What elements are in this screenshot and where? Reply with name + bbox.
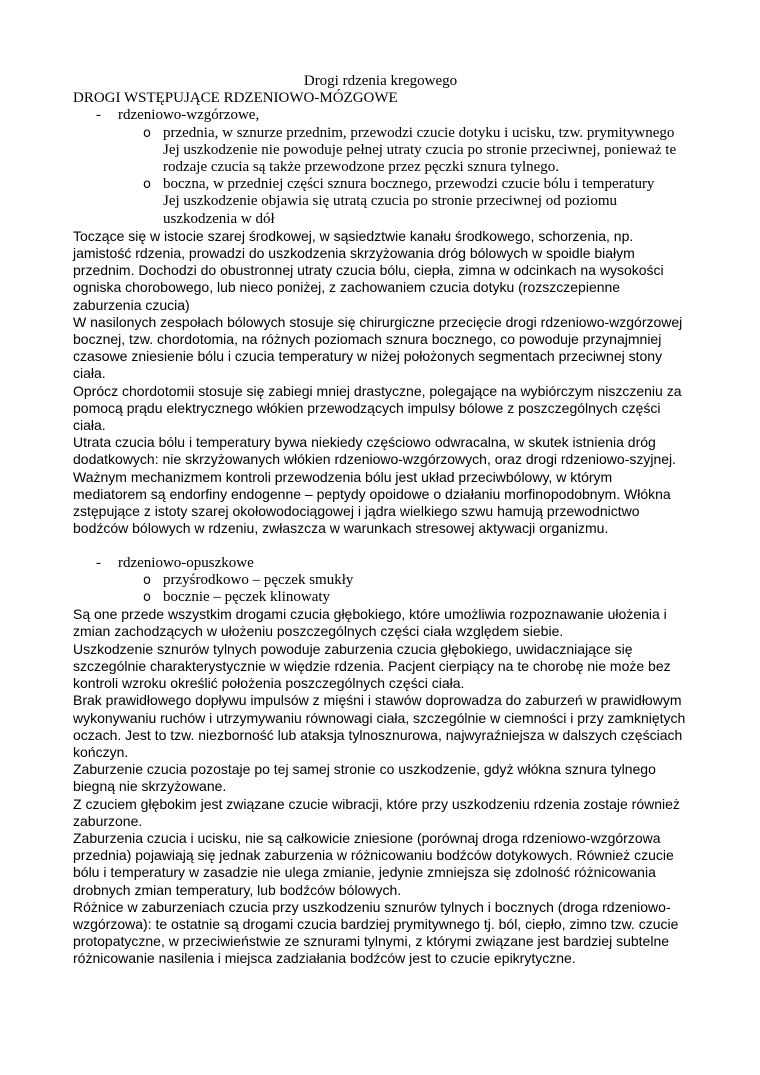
paragraph: Uszkodzenie sznurów tylnych powoduje zaburzenia czucia głębokiego, uwidaczniające się szczególnie charakterystycznie w więdzie rdzenia. Pacjent cierpiący na te chorobę nie może bez kontroli wzroku określić położenia poszczególnych części ciała. xyxy=(73,640,671,692)
dash-bullet: - xyxy=(96,554,101,571)
paragraph: Zaburzenia czucia i ucisku, nie są całkowicie zniesione (porównaj droga rdzeniowo-wzgórzowa przednia) pojawiają się jednak zaburzenia w różnicowaniu bodźców dotykowych. Również czucie bólu i temperatury w zasadzie nie ulega zmianie, jedynie zmniejsza się zdolność różnicowania drobnych zmian temperatury, lub bodźców bólowych. xyxy=(73,829,674,898)
sub-item-line: przednia, w sznurze przednim, przewodzi czucie dotyku i ucisku, tzw. prymitywnego xyxy=(163,124,675,141)
paragraph: W nasilonych zespołach bólowych stosuje się chirurgiczne przecięcie drogi rdzeniowo-wzgórzowej bocznej, tzw. chordotomia, na różnych poziomach sznura bocznego, co powoduje przynajmniej czasowe zniesienie bólu i czucia temperatury w niżej położonych segmentach przeciwnej stony ciała. xyxy=(73,313,683,382)
sub-item-bocznie xyxy=(73,589,688,606)
list-item-rdzeniowo-opuszkowe xyxy=(73,555,688,572)
paragraph: Utrata czucia bólu i temperatury bywa niekiedy częściowo odwracalna, w skutek istnienia dróg dodatkowych: nie skrzyżowanych włókien rdzeniowo-wzgórzowych, oraz drogi rdzeniowo-szyjnej. xyxy=(73,434,677,468)
section-heading: DROGI WSTĘPUJĄCE RDZENIOWO-MÓZGOWE xyxy=(73,90,398,107)
sub-item-boczna xyxy=(73,176,688,228)
paragraph: Zaburzenie czucia pozostaje po tej samej stronie co uszkodzenie, gdyż włókna sznura tylnego biegną nie skrzyżowane. xyxy=(73,761,656,795)
circle-bullet: o xyxy=(143,177,151,193)
blank-line xyxy=(73,537,688,554)
paragraph: Toczące się w istocie szarej środkowej, w sąsiedztwie kanału środkowego, schorzenia, np. jamistość rdzenia, prowadzi do uszkodzenia skrzyżowania dróg bólowych w spoidle białym przednim. Dochodzi do obustronnej utraty czucia bólu, ciepła, zimna w odcinkach na wysokości ogniska chorobowego, lub nieco poniżej, z zachowaniem czucia dotyku (rozszczepienne zaburzenia czucia) xyxy=(73,227,664,313)
circle-bullet: o xyxy=(143,590,151,606)
sub-item-line: bocznie – pęczek klinowaty xyxy=(163,589,331,606)
sub-item-line: Jej uszkodzenie nie powoduje pełnej utraty czucia po stronie przeciwnej, ponieważ te xyxy=(163,141,677,158)
document-page xyxy=(73,73,688,968)
sub-item-line: rodzaje czucia są także przewodzone przez pęczki sznura tylnego. xyxy=(163,159,560,176)
paragraph: Brak prawidłowego dopływu impulsów z mięśni i stawów doprowadza do zaburzeń w prawidłowym wykonywaniu ruchów i utrzymywaniu równowagi ciała, szczególnie w ciemności i przy zamkniętych oczach. Jest to tzw. niezborność lub ataksja tylnosznurowa, najwyraźniejsza w dalszych częściach kończyn. xyxy=(73,692,686,760)
circle-bullet: o xyxy=(143,125,151,141)
paragraph: Ważnym mechanizmem kontroli przewodzenia bólu jest układ przeciwbólowy, w którym mediatorem są endorfiny endogenne – peptydy opoidowe o działaniu morfinopodobnym. Włókna zstępujące z istoty szarej okołowodociągowej i jądra wielkiego szwu hamują przewodnictwo bodźców bólowych w rdzeniu, zwłaszcza w warunkach stresowej aktywacji organizmu. xyxy=(73,468,671,537)
paragraph: Z czuciem głębokim jest związane czucie wibracji, które przy uszkodzeniu rdzenia zostaje również zaburzone. xyxy=(73,795,680,829)
sub-item-line: Jej uszkodzenie objawia się utratą czucia po stronie przeciwnej od poziomu xyxy=(163,193,617,210)
sub-item-line: boczna, w przedniej części sznura bocznego, przewodzi czucie bólu i temperatury xyxy=(163,176,655,193)
sub-item-line: przyśrodkowo – pęczek smukły xyxy=(163,571,354,588)
paragraph: Oprócz chordotomii stosuje się zabiegi mniej drastyczne, polegające na wybiórczym niszczeniu za pomocą prądu elektrycznego włókien przewodzących impulsy bólowe z poszczególnych części ciała. xyxy=(73,382,682,434)
dash-bullet: - xyxy=(96,107,101,124)
list-item-label: rdzeniowo-wzgórzowe, xyxy=(118,107,260,124)
sub-item-line: uszkodzenia w dół xyxy=(163,210,275,227)
list-item-rdzeniowo-wzgorzowe xyxy=(73,107,688,124)
list-item-label: rdzeniowo-opuszkowe xyxy=(118,554,254,571)
sub-item-przysrodkowo xyxy=(73,572,688,589)
paragraph: Są one przede wszystkim drogami czucia głębokiego, które umożliwia rozpoznawanie ułożenia i zmian zachodzących w ułożeniu poszczególnych części ciała względem siebie. xyxy=(73,606,667,640)
document-title: Drogi rdzenia kregowego xyxy=(303,73,458,89)
paragraph: Różnice w zaburzeniach czucia przy uszkodzeniu sznurów tylnych i bocznych (droga rdzeniowo-wzgórzowa): te ostatnie są drogami czucia bardziej prymitywnego tj. ból, ciepło, zimno tzw. czucie protopatyczne, w przeciwieństwie ze sznurami tylnymi, z którymi związane jest bardziej subtelne różnicowanie nasilenia i miejsca zadziałania bodźców jest to czucie epikrytyczne. xyxy=(73,898,679,967)
sub-item-przednia xyxy=(73,125,688,177)
circle-bullet: o xyxy=(143,572,151,588)
